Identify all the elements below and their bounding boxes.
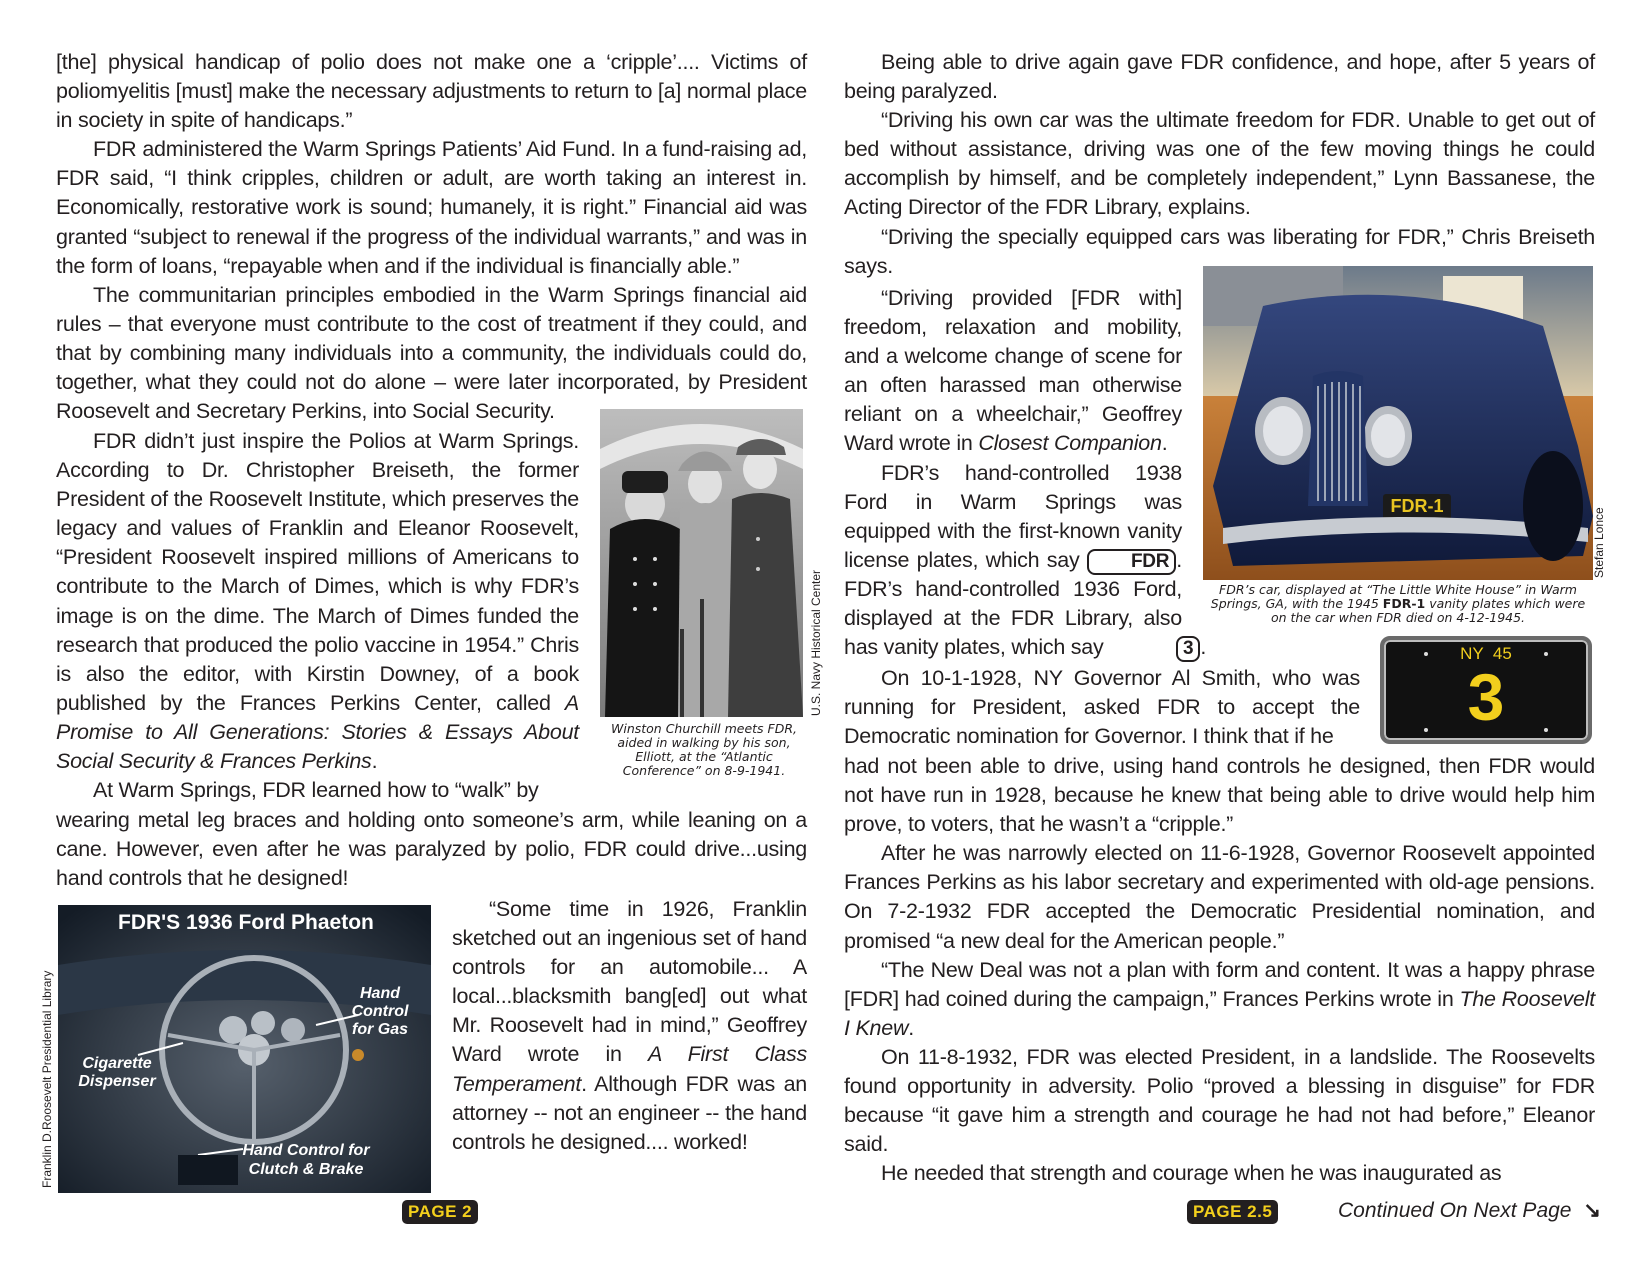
paragraph-text: . (371, 749, 378, 774)
paragraph: had not been able to drive, using hand controls he designed, then FDR would not have run in 1928, because he knew that being able to drive would help him prove, to voters, that he wasn’t a “cripple.” (844, 754, 1595, 837)
continued-note (1338, 1198, 1601, 1223)
car-photo-credit: Stefan Lonce (1592, 507, 1606, 578)
right-column-beside-plate (844, 664, 1360, 751)
book-title: A Promise to All Generations: Stories & Essays About Social Security & Frances Perkins (56, 690, 579, 774)
churchill-photo-credit: U.S. Navy Historical Center (809, 569, 823, 716)
right-column-plates-line (844, 633, 1404, 662)
book-title: The Roosevelt I Knew (844, 986, 1595, 1040)
three-plate-inline: 3 (1176, 636, 1200, 662)
paragraph (452, 895, 807, 1157)
phaeton-photo (58, 905, 431, 1193)
paragraph-text: “Driving provided [FDR with] freedom, relaxation and mobility, and a welcome change of scene for an often harassed man otherwise reliant on a wheelchair,” Geoffrey Ward wrote in (844, 286, 1182, 456)
car-photo-image (1203, 266, 1593, 580)
fdr-plate-inline: FDR (1087, 549, 1176, 575)
churchill-photo-image (600, 409, 803, 717)
paragraph (844, 459, 1182, 663)
paragraph: On 11-8-1932, FDR was elected President, in a landslide. The Roosevelts found opportunity in adversity. Polio “proved a blessing in disguise” for FDR because “it gave him a strength and courage he had not had before,” Eleanor said. (844, 1044, 1595, 1157)
right-column-narrow (844, 284, 1182, 662)
paragraph (844, 956, 1595, 1043)
paragraph (844, 284, 1182, 459)
left-column-narrow (56, 427, 579, 805)
label-cigarette-dispenser: Cigarette Dispenser (78, 1055, 156, 1090)
paragraph-text: . FDR’s hand-controlled 1936 Ford, displayed at the FDR Library, also has vanity plates, which say (844, 547, 1182, 660)
paragraph-text: . (1161, 431, 1168, 456)
book-title: Closest Companion (978, 431, 1162, 456)
paragraph: At Warm Springs, FDR learned how to “walk” by (93, 778, 539, 803)
plate-bolt (1424, 652, 1428, 656)
continued-text: Continued On Next Page (1338, 1199, 1572, 1222)
paragraph: “Driving the specially equipped cars was liberating for FDR,” Chris Breiseth says. (844, 224, 1595, 278)
paragraph: wearing metal leg braces and holding onto someone’s arm, while leaning on a cane. However, even after he was paralyzed by polio, FDR could drive...using hand controls that he designed! (56, 808, 807, 891)
paragraph: FDR administered the Warm Springs Patients’ Aid Fund. In a fund-raising ad, FDR said, “I think cripples, children or adult, are worth taking an interest in. Economically, restorative work is sound; humanely, it is right.” Financial aid was granted “subject to renewal if the progress of the individual warrants,” and was in the form of loans, “repayable when and if the individual is financially able.” (56, 137, 807, 278)
paragraph-text: “Some time in 1926, Franklin sketched out an ingenious set of hand controls for an automobile... A local...blacksmith bang[ed] out what Mr. Roosevelt had in mind,” Geoffrey Ward wrote in (452, 897, 807, 1067)
ny-plate-top: NY 45 (1460, 644, 1512, 663)
label-hand-control-clutch-brake: Hand Control for Clutch & Brake (242, 1142, 370, 1178)
book-title: A First Class Temperament (452, 1042, 807, 1096)
paragraph: On 10-1-1928, NY Governor Al Smith, who was running for President, asked FDR to accept the Democratic nomination for Governor. I think that if he (844, 666, 1360, 749)
paragraph: He needed that strength and courage when he was inaugurated as (881, 1161, 1502, 1186)
car-photo-caption (1203, 583, 1593, 625)
paragraph (56, 427, 579, 776)
phaeton-title: FDR'S 1936 Ford Phaeton (118, 911, 374, 934)
caption-text: vanity plates which were on the car when FDR died on 4-12-1945. (1270, 596, 1586, 625)
arrow-down-right-icon: ↘ (1583, 1199, 1601, 1222)
paragraph-text: FDR didn’t just inspire the Polios at Warm Springs. According to Dr. Christopher Breiseth, the former President of the Roosevelt Institute, which preserves the legacy and values of Franklin and Eleanor Roosevelt, “President Roosevelt inspired millions of Americans to contribute to the March of Dimes, which is why FDR’s image is on the dime. The March of Dimes funded the research that produced the polio vaccine in 1954.” Chris is also the editor, with Kirstin Downey, of a book published by the Frances Perkins Center, called (56, 429, 579, 715)
car-plate-text: FDR-1 (1390, 496, 1444, 516)
page-number-right: PAGE 2.5 (1187, 1200, 1278, 1224)
paragraph: Being able to drive again gave FDR confidence, and hope, after 5 years of being paralyzed. (844, 50, 1595, 104)
right-column-bottom (844, 752, 1595, 1188)
paragraph: The communitarian principles embodied in the Warm Springs financial aid rules – that everyone must contribute to the cost of treatment if they could, and that by combining many individuals into a community, the individuals could do, together, what they could not do alone – were later incorporated, by President Roosevelt and Secretary Perkins, into Social Security. (56, 282, 807, 424)
label-hand-control-gas: Hand Control for Gas (351, 985, 409, 1038)
paragraph-tail (844, 633, 1404, 662)
paragraph-text: . (908, 1015, 914, 1040)
right-column-top (844, 48, 1595, 281)
page-number-left: PAGE 2 (402, 1200, 478, 1224)
paragraph-text: “The New Deal was not a plan with form and content. It was a happy phrase [FDR] had coined during the campaign,” Frances Perkins wrote in (844, 957, 1595, 1011)
churchill-photo (600, 409, 803, 717)
paragraph-text: . (1200, 635, 1207, 659)
paragraph: [the] physical handicap of polio does not make one a ‘cripple’.... Victims of poliomyelitis [must] make the necessary adjustments to return to [a] normal place in society in spite of handicaps.” (56, 50, 807, 133)
plate-bolt (1424, 728, 1428, 732)
left-column-mid (56, 806, 807, 893)
left-column-beside-phaeton (452, 895, 807, 1157)
paragraph-text: . Although FDR was an attorney -- not an engineer -- the hand controls he designed.... worked! (452, 1071, 807, 1154)
caption-bold: FDR-1 (1382, 596, 1426, 611)
left-column-top (56, 48, 807, 426)
caption-text: FDR’s car, displayed at “The Little White House” in Warm Springs, GA, with the 1945 (1210, 582, 1577, 611)
paragraph-text: FDR’s hand-controlled 1938 Ford in Warm Springs was equipped with the first-known vanity license plates, which say (844, 460, 1182, 572)
ny-plate (1380, 636, 1592, 744)
plate-bolt (1544, 728, 1548, 732)
churchill-photo-caption: Winston Churchill meets FDR, aided in walking by his son, Elliott, at the “Atlantic Conference” on 8-9-1941. (610, 721, 798, 778)
ny-plate-number: 3 (1467, 660, 1505, 734)
car-photo (1203, 266, 1593, 580)
phaeton-photo-credit: Franklin D.Roosevelt Presidential Library (40, 970, 54, 1188)
paragraph: “Driving his own car was the ultimate freedom for FDR. Unable to get out of bed without assistance, driving was one of the few moving things he could accomplish by himself, and be completely independent,” Lynn Bassanese, the Acting Director of the FDR Library, explains. (844, 108, 1595, 220)
plate-bolt (1544, 652, 1548, 656)
paragraph: After he was narrowly elected on 11-6-1928, Governor Roosevelt appointed Frances Perkins as his labor secretary and experimented with old-age pensions. On 7-2-1932 FDR accepted the Democratic Presidential nomination, and promised “a new deal for the American people.” (844, 841, 1595, 953)
